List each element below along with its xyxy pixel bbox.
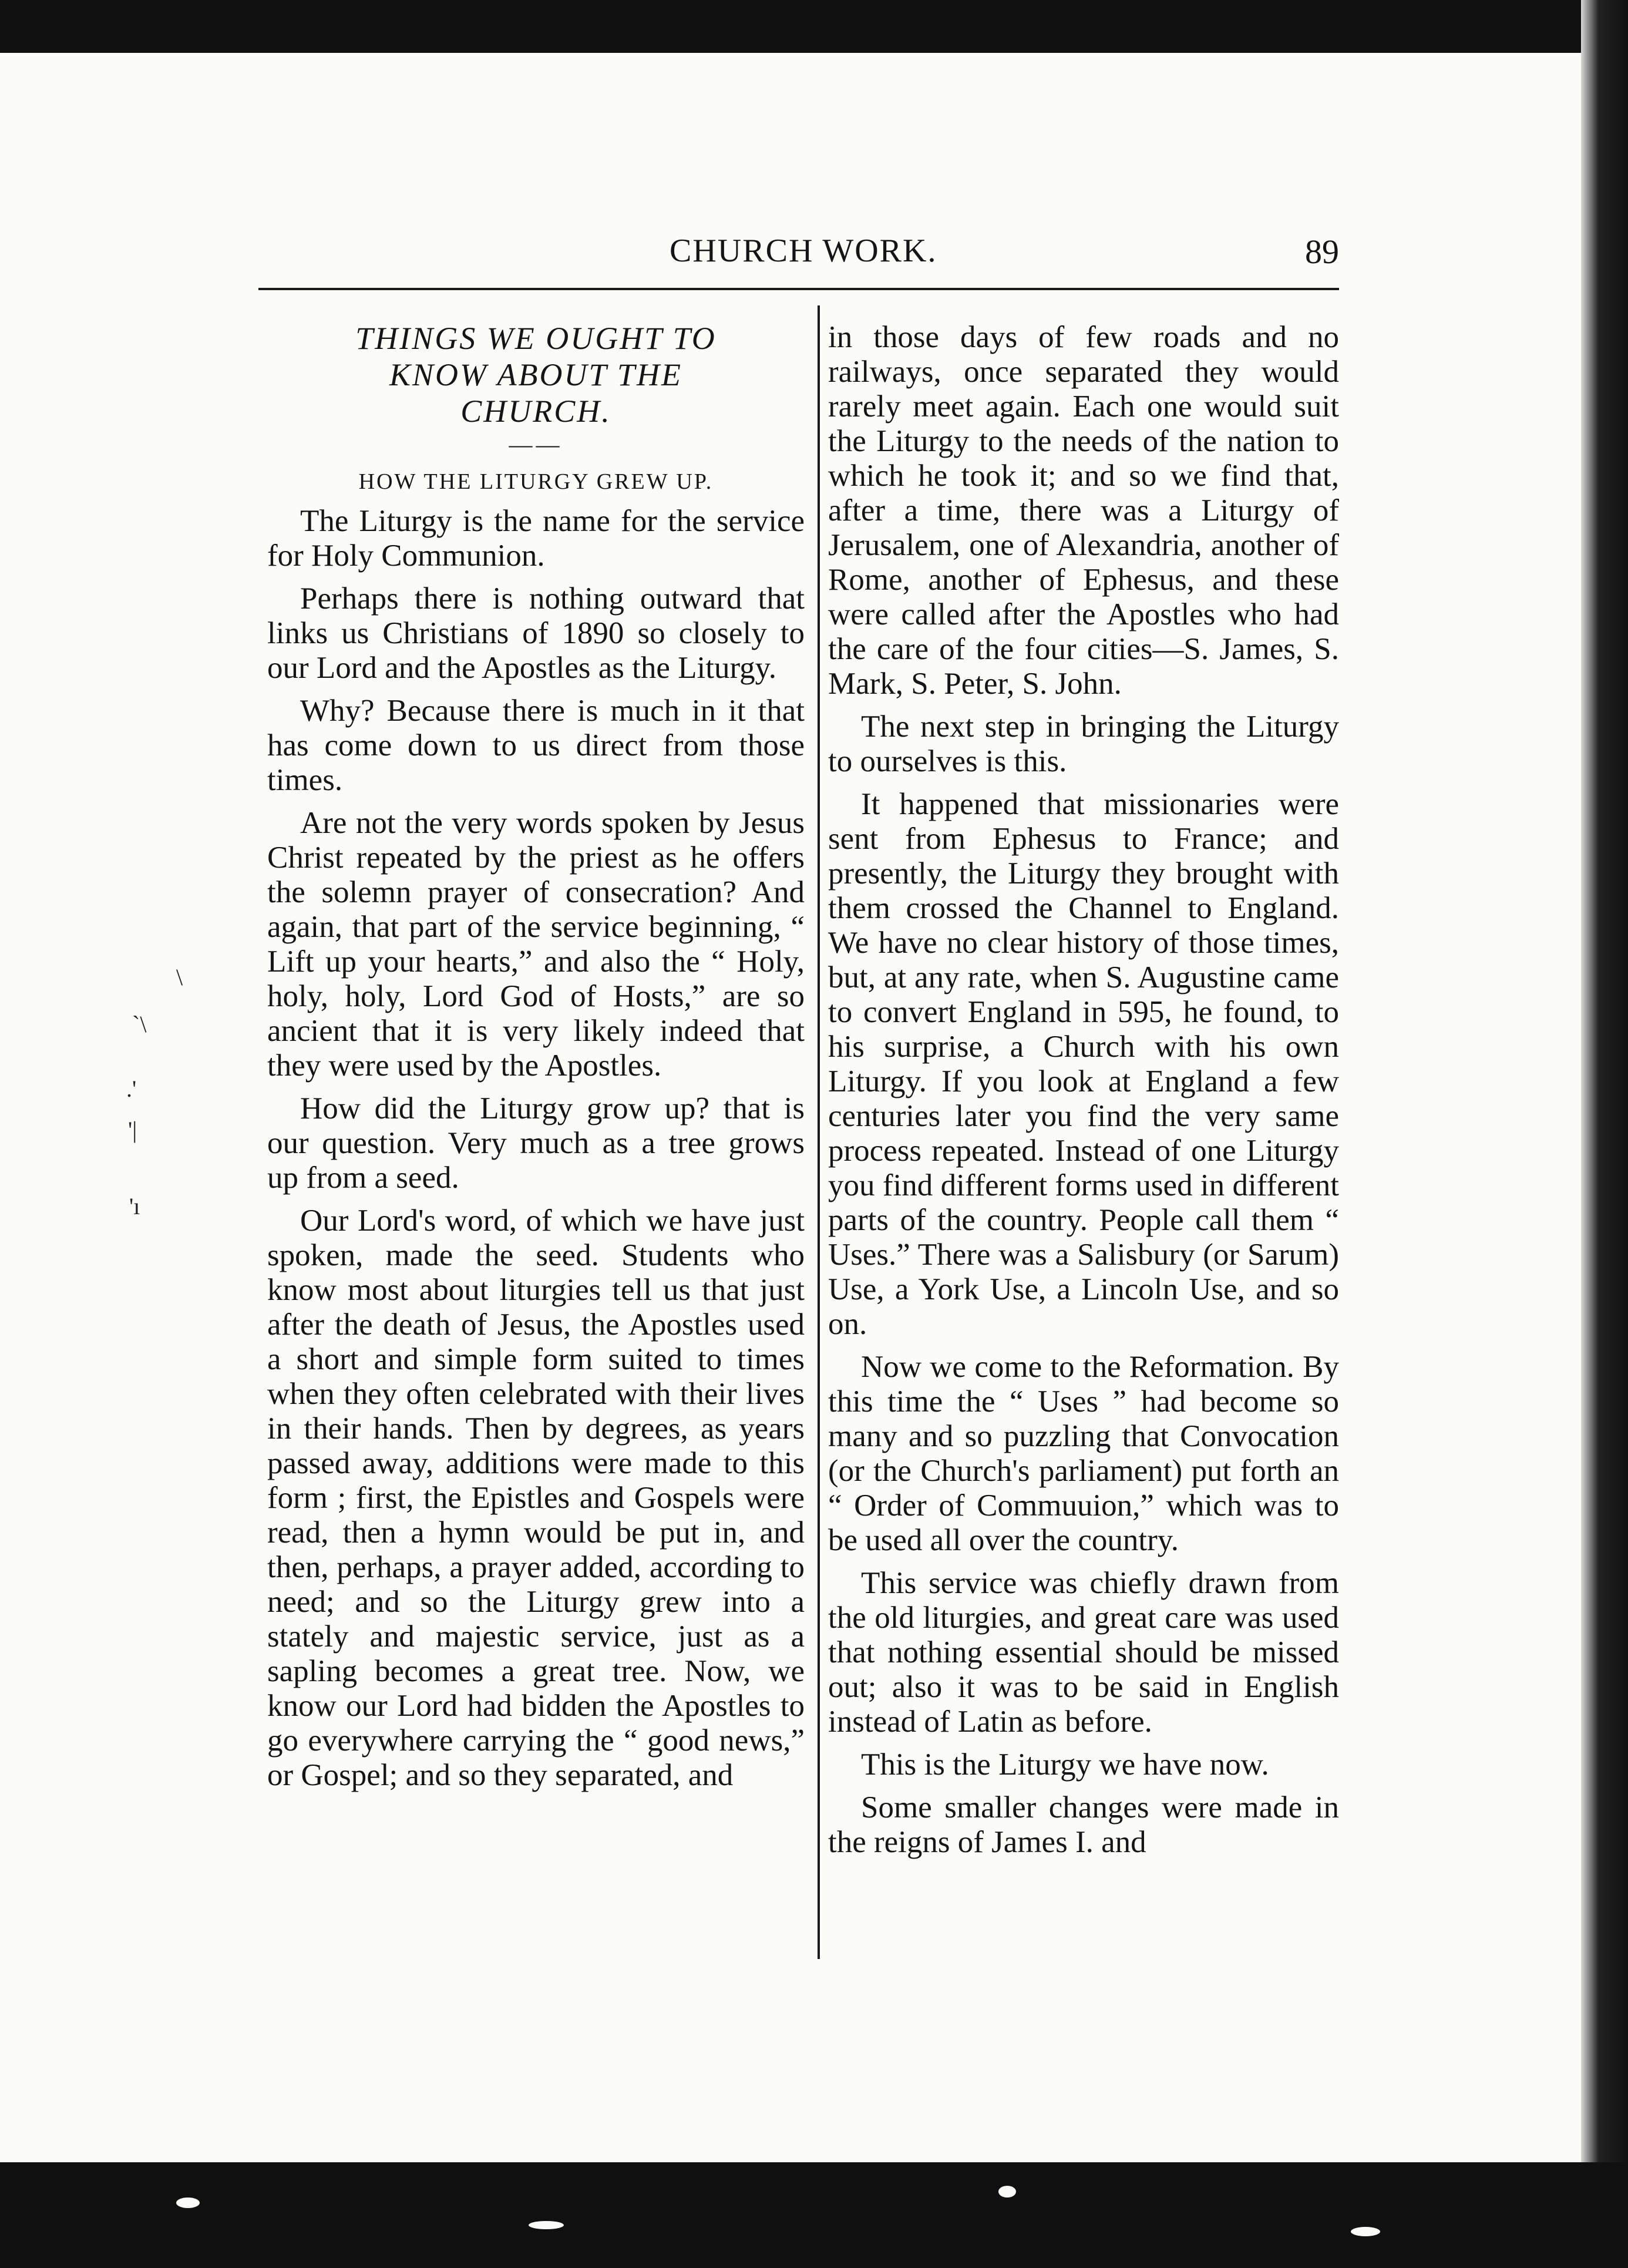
- right-column: [828, 320, 1339, 1868]
- title-line: THINGS WE OUGHT TO: [355, 321, 717, 356]
- paragraph: in those days of few roads and no railways, once separated they would rarely meet again. Each one would suit the Liturgy to the needs of the nation to which he took it; and so we find that, after a time, there was a Liturgy of Jerusalem, one of Alexandria, another of Rome, another of Ephesus, and these were called after the Apostles who had the care of the four cities—S. James, S. Mark, S. Peter, S. John.: [828, 320, 1339, 701]
- paragraph: Our Lord's word, of which we have just spoken, made the seed. Students who know most about liturgies tell us that just after the death of Jesus, the Apostles used a short and simple form suited to times when they often celebrated with their lives in their hands. Then by degrees, as years passed away, additions were made to this form ; first, the Epistles and Gospels were read, then a hymn would be put in, and then, perhaps, a prayer added, according to need; and so the Liturgy grew into a stately and majestic service, just as a sapling becomes a great tree. Now, we know our Lord had bidden the Apostles to go everywhere carrying the “ good news,” or Gospel; and so they separated, and: [267, 1204, 805, 1792]
- title-line: KNOW ABOUT THE: [389, 357, 683, 392]
- scan-speck: [529, 2221, 564, 2229]
- paragraph: Are not the very words spoken by Jesus Christ repeated by the priest as he offers the solemn prayer of consecration? And again, that part of the service beginning, “ Lift up your hearts,” and also the “ Holy, holy, holy, Lord God of Hosts,” are so ancient that it is very likely indeed that they were used by the Apostles.: [267, 806, 805, 1083]
- scan-border-right: [1581, 0, 1628, 2268]
- margin-mark: .': [126, 1076, 137, 1102]
- paragraph: Some smaller changes were made in the reigns of James I. and: [828, 1790, 1339, 1859]
- scan-speck: [1351, 2227, 1380, 2236]
- column-divider: [818, 305, 820, 1959]
- running-head: [258, 232, 1339, 279]
- paragraph: This service was chiefly drawn from the old liturgies, and great care was used that nothing essential should be missed out; also it was to be said in English instead of Latin as before.: [828, 1566, 1339, 1739]
- title-line: CHURCH.: [460, 394, 611, 429]
- paragraph: The Liturgy is the name for the service for Holy Communion.: [267, 504, 805, 573]
- scan-speck: [998, 2186, 1016, 2198]
- title-dash: ——: [509, 431, 563, 458]
- article-title: [267, 320, 805, 429]
- margin-mark: \: [176, 964, 183, 990]
- margin-mark: 'ı: [129, 1193, 140, 1219]
- paragraph: How did the Liturgy grow up? that is our question. Very much as a tree grows up from a seed.: [267, 1091, 805, 1195]
- margin-mark: '|: [128, 1117, 137, 1143]
- paragraph: Now we come to the Reformation. By this time the “ Uses ” had become so many and so puzzling that Convocation (or the Church's parliament) put forth an “ Order of Commuuion,” which was to be used all over the country.: [828, 1350, 1339, 1557]
- running-title: CHURCH WORK.: [670, 233, 937, 269]
- scan-speck: [176, 2198, 200, 2208]
- paragraph: This is the Liturgy we have now.: [861, 1748, 1269, 1782]
- header-rule: [258, 288, 1339, 290]
- page-number: 89: [1305, 233, 1339, 271]
- paragraph: The next step in bringing the Liturgy to ourselves is this.: [828, 710, 1339, 778]
- scan-border-bottom: [0, 2162, 1628, 2268]
- scan-border-top: [0, 0, 1628, 53]
- left-column: [267, 320, 805, 1801]
- subheading: HOW THE LITURGY GREW UP.: [358, 469, 714, 494]
- margin-mark: `\: [132, 1011, 147, 1037]
- paragraph: Perhaps there is nothing outward that links us Christians of 1890 so closely to our Lord and the Apostles as the Liturgy.: [267, 582, 805, 685]
- paragraph: It happened that missionaries were sent from Ephesus to France; and presently, the Liturgy they brought with them crossed the Channel to England. We have no clear history of those times, but, at any rate, when S. Augustine came to convert England in 595, he found, to his surprise, a Church with his own Liturgy. If you look at England a few centuries later you find the very same process repeated. Instead of one Liturgy you find different forms used in different parts of the country. People call them “ Uses.” There was a Salisbury (or Sarum) Use, a York Use, a Lincoln Use, and so on.: [828, 787, 1339, 1341]
- paragraph: Why? Because there is much in it that has come down to us direct from those times.: [267, 694, 805, 797]
